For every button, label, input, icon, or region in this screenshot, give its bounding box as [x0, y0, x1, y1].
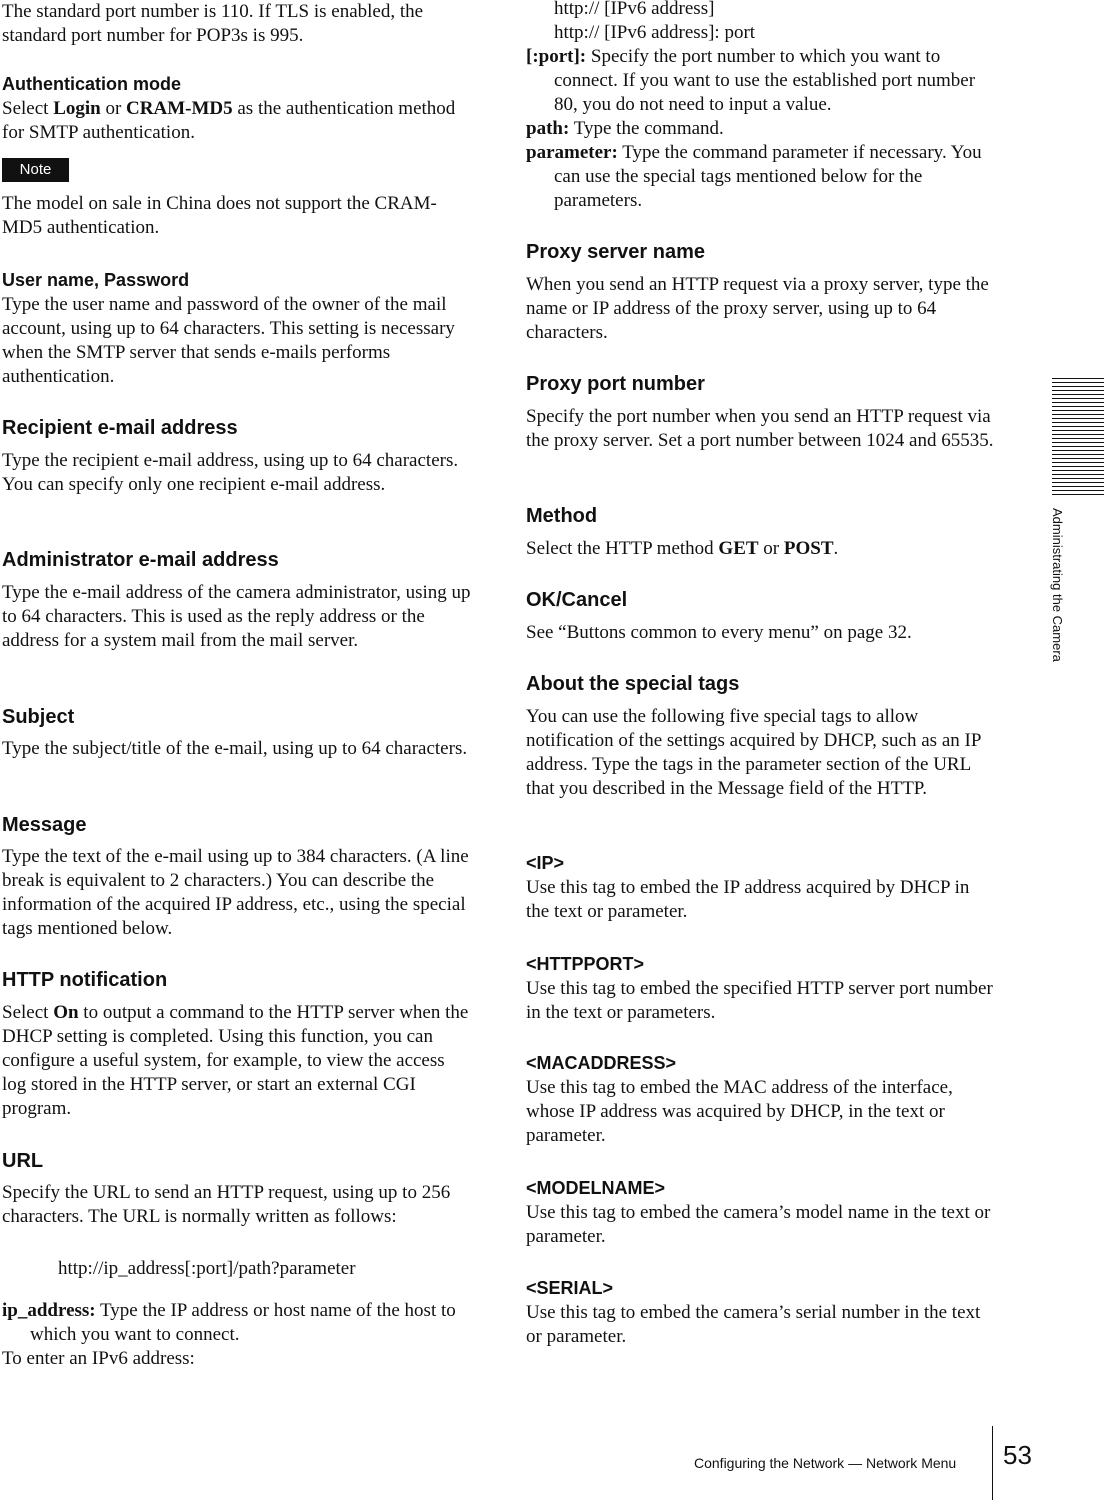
http-notification-text: Select On to output a command to the HTTP server when the DHCP setting is completed. Using this function, you can configure a useful system, for example, to view the access log stored in the HTTP server, or start an external CGI program. — [2, 1002, 469, 1119]
tag-serial-text: Use this tag to embed the camera’s serial number in the text or parameter. — [526, 1302, 981, 1347]
http-notification-heading: HTTP notification — [2, 969, 168, 991]
parameter-definition: parameter: Type the command parameter if necessary. You can use the special tags mentioned below for the parameters. — [526, 142, 982, 211]
recipient-text: Type the recipient e-mail address, using up to 64 characters. You can specify only one recipient e-mail address. — [2, 450, 459, 495]
subject-text: Type the subject/title of the e-mail, using up to 64 characters. — [2, 738, 468, 759]
page-number: 53 — [1003, 1440, 1032, 1470]
special-tags-text: You can use the following five special tags to allow notification of the settings acquired by DHCP, such as an IP address. Type the tags in the parameter section of the URL that you described in the Message field of the HTTP. — [526, 706, 981, 799]
section-side-label: Administrating the Camera — [1050, 508, 1065, 662]
note-badge: Note — [2, 158, 69, 182]
intro-paragraph: The standard port number is 110. If TLS is enabled, the standard port number for POP3s is 995. — [2, 1, 424, 46]
section-tab-marker — [1052, 378, 1104, 496]
footer-section-title: Configuring the Network — Network Menu — [694, 1455, 957, 1471]
tag-ip-text: Use this tag to embed the IP address acquired by DHCP in the text or parameter. — [526, 877, 970, 922]
method-text: Select the HTTP method GET or POST. — [526, 538, 839, 559]
user-pass-text: Type the user name and password of the owner of the mail account, using up to 64 characters. This setting is necessary when the SMTP server that sends e-mails performs authentication. — [2, 294, 455, 387]
recipient-heading: Recipient e-mail address — [2, 417, 238, 439]
url-text: Specify the URL to send an HTTP request, using up to 256 characters. The URL is normally written as follows: — [2, 1182, 451, 1227]
message-text: Type the text of the e-mail using up to 384 characters. (A line break is equivalent to 2 characters.) You can describe the information of the acquired IP address, etc., using the special tags mentioned below. — [2, 846, 469, 939]
tag-ip-heading: <IP> — [526, 853, 565, 873]
port-definition: [:port]: Specify the port number to which you want to connect. If you want to use the established port number 80, you do not need to input a value. — [526, 46, 976, 115]
proxy-name-text: When you send an HTTP request via a proxy server, type the name or IP address of the proxy server, using up to 64 characters. — [526, 274, 989, 343]
okcancel-text: See “Buttons common to every menu” on page 32. — [526, 622, 912, 643]
footer-divider — [992, 1426, 993, 1500]
tag-modelname-heading: <MODELNAME> — [526, 1178, 666, 1198]
okcancel-heading: OK/Cancel — [526, 589, 628, 611]
tag-macaddress-heading: <MACADDRESS> — [526, 1053, 677, 1073]
proxy-port-heading: Proxy port number — [526, 373, 705, 395]
subject-heading: Subject — [2, 706, 75, 728]
ipv6-example-2: http:// [IPv6 address]: port — [554, 22, 756, 43]
tag-httpport-heading: <HTTPPORT> — [526, 954, 645, 974]
method-heading: Method — [526, 505, 598, 527]
url-format: http://ip_address[:port]/path?parameter — [58, 1258, 356, 1279]
url-definitions — [2, 1299, 472, 1371]
path-definition: path: Type the command. — [526, 118, 724, 139]
url-definitions-continued — [526, 0, 996, 213]
tag-modelname-text: Use this tag to embed the camera’s model name in the text or parameter. — [526, 1202, 991, 1247]
user-pass-heading: User name, Password — [2, 270, 190, 290]
special-tags-heading: About the special tags — [526, 673, 740, 695]
proxy-port-text: Specify the port number when you send an HTTP request via the proxy server. Set a port number between 1024 and 65535. — [526, 406, 994, 451]
tag-serial-heading: <SERIAL> — [526, 1278, 614, 1298]
ipv6-intro: To enter an IPv6 address: — [2, 1348, 195, 1369]
message-heading: Message — [2, 814, 87, 836]
note-text: The model on sale in China does not support the CRAM-MD5 authentication. — [2, 193, 437, 238]
url-heading: URL — [2, 1150, 44, 1172]
admin-heading: Administrator e-mail address — [2, 549, 279, 571]
admin-text: Type the e-mail address of the camera administrator, using up to 64 characters. This is used as the reply address or the address for a system mail from the mail server. — [2, 582, 471, 651]
tag-httpport-text: Use this tag to embed the specified HTTP server port number in the text or parameters. — [526, 978, 993, 1023]
ipv6-example-1: http:// [IPv6 address] — [554, 0, 715, 19]
auth-mode-heading: Authentication mode — [2, 74, 181, 94]
tag-macaddress-text: Use this tag to embed the MAC address of the interface, whose IP address was acquired by DHCP, in the text or parameter. — [526, 1077, 953, 1146]
auth-mode-text: Select Login or CRAM-MD5 as the authentication method for SMTP authentication. — [2, 98, 456, 143]
ip-address-definition: ip_address: Type the IP address or host name of the host to which you want to connect. — [2, 1300, 456, 1345]
proxy-name-heading: Proxy server name — [526, 241, 706, 263]
